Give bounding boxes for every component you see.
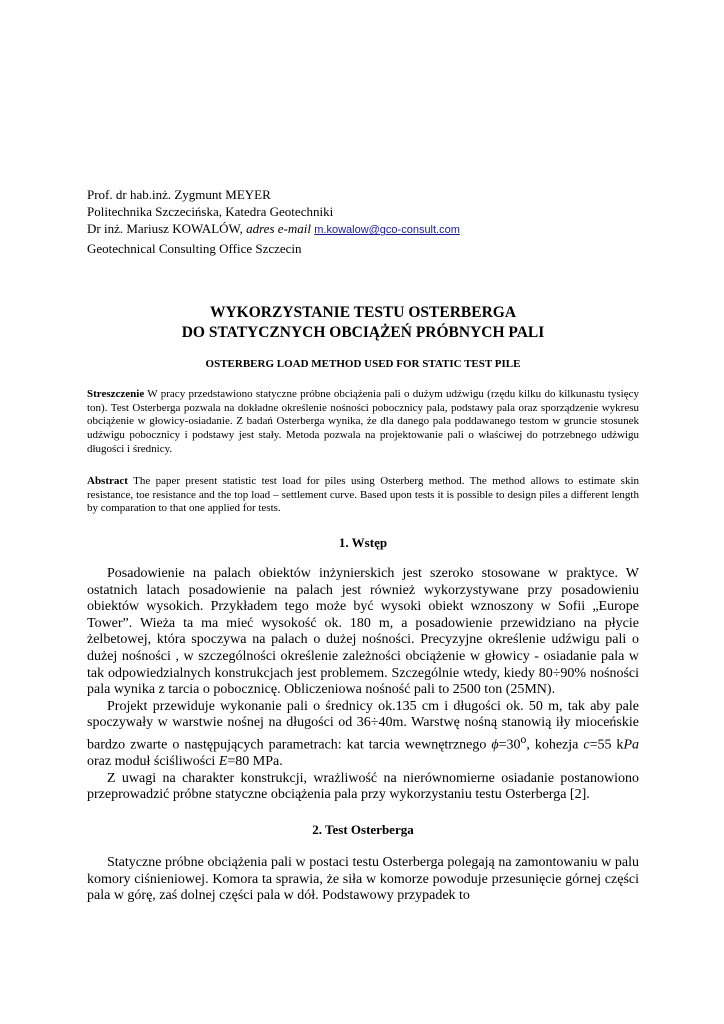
pascal-unit: Pa	[623, 737, 639, 753]
section-1-paragraph-3: Z uwagi na charakter konstrukcji, wrażliwość na nierównomierne osiadanie postanowiono przeprowadzić próbne statyczne obciążenia pala przy wykorzystaniu testu Osterberga [2].	[87, 770, 639, 803]
author-block	[87, 186, 460, 257]
email-label: adres e-mail	[246, 221, 311, 237]
section-1-paragraph-2	[87, 699, 639, 771]
p2-text-a: Projekt przewiduje wykonanie pali o średnicy ok.135 cm i długości ok. 50 m, tak aby pale spoczywały w warstwie nośnej na długości od 36÷40m. Warstwę nośną stanowią iły mioceńskie bardzo zwarte o następujących parametrach: kat tarcia wewnętrznego	[87, 698, 639, 753]
p2-text-f: =80 MPa.	[227, 754, 283, 770]
title-line-2: DO STATYCZNYCH OBCIĄŻEŃ PRÓBNYCH PALI	[181, 324, 545, 341]
p2-text-b: =30	[498, 737, 521, 753]
author-line-4: Geotechnical Consulting Office Szczecin	[87, 240, 302, 256]
paper-subtitle: OSTERBERG LOAD METHOD USED FOR STATIC TEST PILE	[205, 358, 521, 370]
section-2-body	[87, 855, 639, 905]
author-line-1: Prof. dr hab.inż. Zygmunt MEYER	[87, 187, 271, 202]
degree-superscript: o	[520, 732, 527, 746]
abstract-label: Abstract	[87, 475, 128, 487]
section-1-paragraph-1: Posadowienie na palach obiektów inżynierskich jest szeroko stosowane w praktyce. W ostatnich latach posadowienie na palach jest również wykorzystywane przy posadowieniu obiektów wysokich. Przykładem tego może być wysoki obiekt wznoszony w Sofii „Europe Tower”. Wieża ta ma mieć wysokość ok. 180 m, a posadowienie przewidziano na płycie żelbetowej, która spoczywa na palach o dużej nośności. Precyzyjne określenie udźwigu pali o dużej nośności , w szczególności określenie zależności obciążenie w głowicy - osiadanie pala w tak odpowiedzialnych konstrukcjach jest problemem. Szczególnie wtedy, kiedy 80÷90% nośności pala wynika z tarcia o pobocznicę. Obliczeniowa nośność pali to 2500 ton (25MN).	[87, 566, 639, 698]
p2-text-e: oraz moduł ściśliwości	[87, 754, 219, 770]
modulus-variable: E	[218, 754, 228, 770]
abstract-text: The paper present statistic test load for piles using Osterberg method. The method allows to estimate skin resistance, toe resistance and the top load – settlement curve. Based upon tests it is possible to design piles a different length by comparation to that one applied for tests.	[87, 475, 639, 515]
paper-title	[87, 303, 639, 343]
section-1-heading: 1. Wstęp	[338, 535, 388, 550]
streszczenie-label: Streszczenie	[87, 388, 145, 400]
section-2-heading: 2. Test Osterberga	[312, 822, 414, 837]
p2-text-c: , kohezja	[526, 737, 584, 753]
section-1-body	[87, 566, 639, 804]
phi-symbol: ϕ	[491, 737, 499, 753]
cohesion-variable: c	[583, 737, 590, 753]
author-line-3	[87, 220, 460, 239]
abstract-paragraph	[87, 475, 639, 516]
email-link[interactable]: m.kowalow@gco-consult.com	[314, 224, 460, 237]
streszczenie-text: W pracy przedstawiono statyczne próbne obciążenia pali o dużym udźwigu (rzędu kilku do kilkunastu tysięcy ton). Test Osterberga pozwala na dokładne określenie nośności pobocznicy pala, podstawy pala oraz sporządzenie wykresu obciążenie w głowicy-osiadanie. Z badań Osterberga wynika, że dla danego pala poddawanego testom w gruncie stosunek udźwigu pobocznicy i podstawy jest stały. Metoda pozwala na projektowanie pali o właściwej do potrzebnego udźwigu długości i średnicy.	[87, 388, 639, 455]
p2-text-d: =55 k	[589, 737, 624, 753]
author-name: Dr inż. Mariusz KOWALÓW,	[87, 221, 247, 237]
section-2-paragraph-1: Statyczne próbne obciążenia pali w postaci testu Osterberga polegają na zamontowaniu w palu komory ciśnieniowej. Komora ta sprawia, że siła w komorze powoduje przesunięcie górnej części pala w górę, zaś dolnej części pala w dół. Podstawowy przypadek to	[87, 855, 639, 904]
streszczenie-paragraph	[87, 388, 639, 457]
title-line-1: WYKORZYSTANIE TESTU OSTERBERGA	[209, 304, 517, 321]
author-line-2: Politechnika Szczecińska, Katedra Geotechniki	[87, 204, 334, 220]
